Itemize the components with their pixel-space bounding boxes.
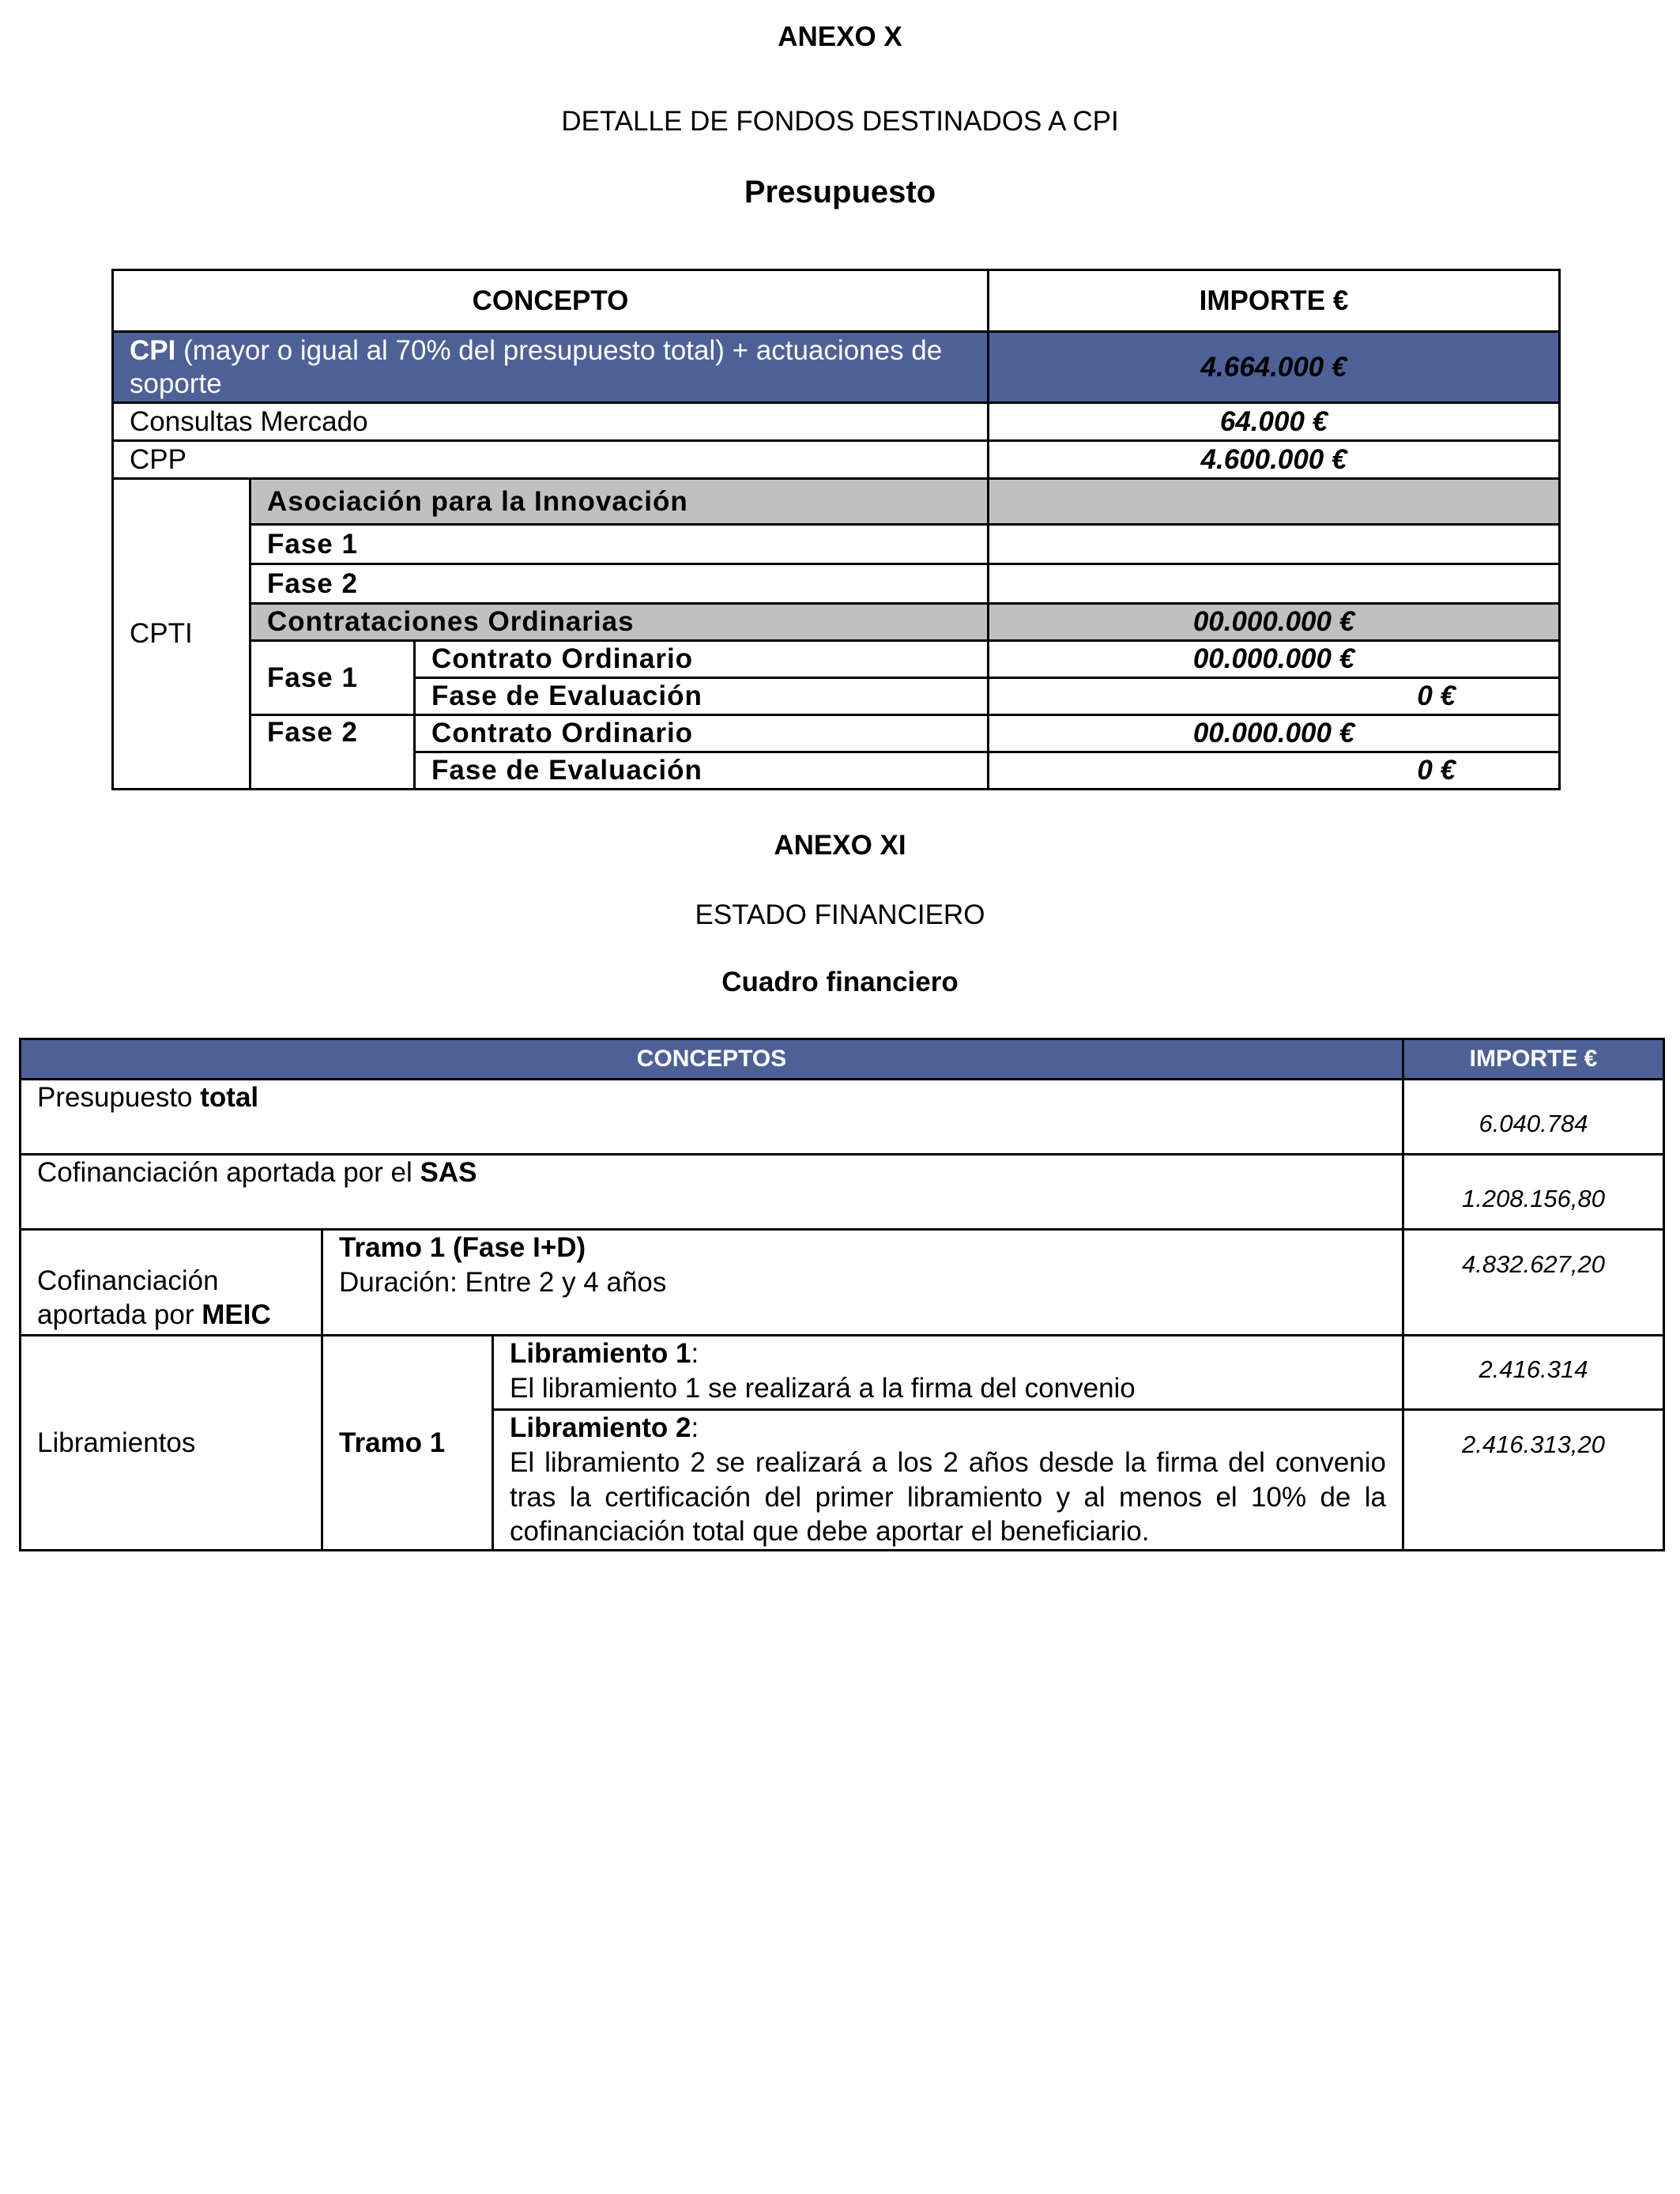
- lib1-amount: 2.416.314: [1403, 1336, 1664, 1410]
- table-row-asociacion: [113, 479, 1560, 525]
- fase1-label: Fase 1: [250, 641, 415, 715]
- cpi-amount: 4.664.000 €: [989, 332, 1560, 403]
- presupuesto-bold: total: [200, 1082, 259, 1113]
- lib1-cell: [493, 1336, 1403, 1410]
- meic-label: [21, 1230, 322, 1336]
- lib1-colon: :: [691, 1338, 699, 1369]
- meic-amount: 4.832.627,20: [1403, 1230, 1664, 1336]
- sas-bold: SAS: [420, 1157, 477, 1188]
- cpp-label: CPP: [113, 441, 989, 479]
- tramo1-label: Tramo 1: [322, 1336, 493, 1551]
- lib1-title: Libramiento 1: [510, 1338, 691, 1369]
- col-header-conceptos: CONCEPTOS: [21, 1039, 1403, 1080]
- anexo-x-heading: ANEXO X: [778, 21, 902, 52]
- contrataciones-label: Contrataciones Ordinarias: [250, 604, 989, 641]
- asoc-fase2-label: Fase 2: [250, 564, 989, 604]
- meic-text: Cofinanciación aportada por: [37, 1265, 219, 1331]
- asoc-fase1-amount: [989, 525, 1560, 564]
- table-header-row: [21, 1039, 1664, 1080]
- table-header-row: [113, 270, 1560, 332]
- fase2-label: Fase 2: [250, 715, 415, 790]
- fase2-eval-amount: 0 €: [989, 752, 1560, 790]
- lib2-title: Libramiento 2: [510, 1412, 691, 1443]
- col-header-importe: IMPORTE €: [1403, 1039, 1664, 1080]
- contrataciones-amount: 00.000.000 €: [989, 604, 1560, 641]
- libramientos-label: Libramientos: [21, 1336, 322, 1551]
- lib2-amount: 2.416.313,20: [1403, 1410, 1664, 1551]
- presupuesto-label: [21, 1080, 1403, 1155]
- consultas-amount: 64.000 €: [989, 403, 1560, 441]
- anexo-xi-heading: ANEXO XI: [774, 830, 906, 861]
- fase1-eval-amount: 0 €: [989, 678, 1560, 715]
- table-row-asoc-fase1: [113, 525, 1560, 564]
- sas-text: Cofinanciación aportada por el: [37, 1157, 420, 1188]
- cuadro-financiero-table: [19, 1038, 1665, 1551]
- cpi-bold: CPI: [130, 334, 176, 366]
- fase1-contrato-label: Contrato Ordinario: [415, 641, 989, 678]
- presupuesto-text: Presupuesto: [37, 1082, 201, 1113]
- anexo-xi-subheading: ESTADO FINANCIERO: [695, 899, 985, 930]
- cpi-desc: (mayor o igual al 70% del presupuesto total) + actuaciones de soporte: [130, 334, 943, 399]
- fase2-contrato-label: Contrato Ordinario: [415, 715, 989, 752]
- lib2-cell: [493, 1410, 1403, 1551]
- table-row-contrataciones: [113, 604, 1560, 641]
- table-row-cpp: [113, 441, 1560, 479]
- asociacion-amount: [989, 479, 1560, 525]
- asociacion-label: Asociación para la Innovación: [250, 479, 989, 525]
- table-row-sas: [21, 1155, 1664, 1230]
- table-row-meic: [21, 1230, 1664, 1336]
- sas-label: [21, 1155, 1403, 1230]
- cpi-cell: [113, 332, 989, 403]
- tramo1-cell: [322, 1230, 1403, 1336]
- table-row-consultas: [113, 403, 1560, 441]
- consultas-label: Consultas Mercado: [113, 403, 989, 441]
- presupuesto-table: [111, 269, 1561, 790]
- cpti-label: CPTI: [113, 479, 250, 790]
- fase1-contrato-amount: 00.000.000 €: [989, 641, 1560, 678]
- col-header-concepto: CONCEPTO: [113, 270, 989, 332]
- sas-amount: 1.208.156,80: [1403, 1155, 1664, 1230]
- table-row-asoc-fase2: [113, 564, 1560, 604]
- table-row-fase1-contrato: [113, 641, 1560, 678]
- lib1-text: El libramiento 1 se realizará a la firma del convenio: [510, 1372, 1136, 1404]
- tramo1-duration: Duración: Entre 2 y 4 años: [339, 1266, 667, 1298]
- col-header-importe: IMPORTE €: [989, 270, 1560, 332]
- table-row-presupuesto: [21, 1080, 1664, 1155]
- fase2-eval-label: Fase de Evaluación: [415, 752, 989, 790]
- meic-bold: MEIC: [202, 1299, 271, 1331]
- table-row-lib1: [21, 1336, 1664, 1410]
- asoc-fase2-amount: [989, 564, 1560, 604]
- tramo1-title: Tramo 1 (Fase I+D): [339, 1232, 586, 1263]
- anexo-x-subheading: DETALLE DE FONDOS DESTINADOS A CPI: [561, 106, 1119, 137]
- lib2-colon: :: [691, 1412, 699, 1443]
- lib2-text: El libramiento 2 se realizará a los 2 años desde la firma del convenio tras la certificación del primer libramiento y al menos el 10% de la cofinanciación total que debe aportar el beneficiario.: [510, 1446, 1387, 1547]
- cpp-amount: 4.600.000 €: [989, 441, 1560, 479]
- fase1-eval-label: Fase de Evaluación: [415, 678, 989, 715]
- table-row-fase2-contrato: [113, 715, 1560, 752]
- table-row-cpi: [113, 332, 1560, 403]
- fase2-contrato-amount: 00.000.000 €: [989, 715, 1560, 752]
- anexo-x-title: Presupuesto: [744, 175, 936, 209]
- anexo-xi-title: Cuadro financiero: [721, 967, 959, 997]
- presupuesto-amount: 6.040.784: [1403, 1080, 1664, 1155]
- asoc-fase1-label: Fase 1: [250, 525, 989, 564]
